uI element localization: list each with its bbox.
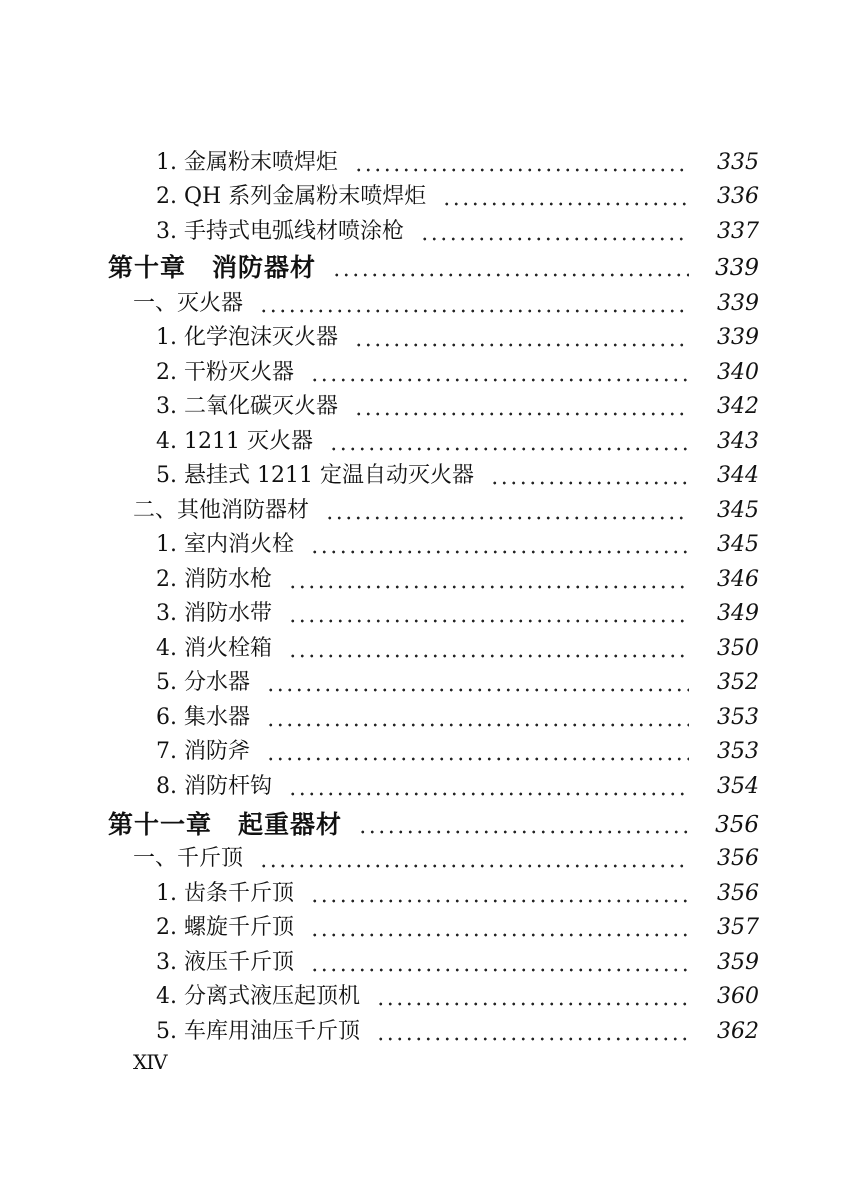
toc-entry-title: 5. 悬挂式 1211 定温自动灭火器 — [156, 463, 474, 488]
toc-entry — [0, 354, 867, 388]
toc-chapter-heading — [0, 249, 867, 283]
toc-entry-title: 一、灭火器 — [133, 291, 244, 316]
toc-entry — [0, 768, 867, 802]
toc-entry-title: 1. 化学泡沫灭火器 — [156, 325, 338, 350]
toc-section-heading — [0, 840, 867, 874]
dot-leader — [354, 392, 689, 422]
toc-entry-title: 3. 消防水带 — [156, 601, 272, 626]
toc-entry-page: 360 — [717, 984, 759, 1009]
toc-entry-page: 346 — [717, 567, 759, 592]
dot-leader — [310, 913, 689, 943]
dot-leader — [288, 565, 689, 595]
dot-leader — [310, 948, 689, 978]
toc-chapter-heading — [0, 806, 867, 840]
toc-entry — [0, 561, 867, 595]
toc-entry-title: 3. 液压千斤顶 — [156, 950, 294, 975]
dot-leader — [490, 461, 689, 491]
dot-leader — [288, 599, 689, 629]
toc-entry-title: 4. 分离式液压起顶机 — [156, 984, 360, 1009]
toc-entry — [0, 1013, 867, 1047]
toc-entry-page: 342 — [717, 394, 759, 419]
toc-entry — [0, 944, 867, 978]
toc-entry-page: 354 — [717, 774, 759, 799]
toc-entry-page: 353 — [717, 705, 759, 730]
toc-entry — [0, 388, 867, 422]
dot-leader — [266, 737, 689, 767]
toc-entry-page: 353 — [717, 739, 759, 764]
toc-entry-title: 3. 手持式电弧线材喷涂枪 — [156, 219, 404, 244]
toc-entry-title: 3. 二氧化碳灭火器 — [156, 394, 338, 419]
toc-entry-title: 2. QH 系列金属粉末喷焊炬 — [156, 184, 427, 209]
toc-entry-page: 362 — [717, 1019, 759, 1044]
dot-leader — [442, 182, 689, 212]
toc-entry-title: 1. 金属粉末喷焊炬 — [156, 150, 338, 175]
dot-leader — [259, 844, 689, 874]
toc-entry-page: 350 — [717, 636, 759, 661]
dot-leader — [310, 879, 689, 909]
dot-leader — [329, 427, 689, 457]
toc-entry-title: 1. 室内消火栓 — [156, 532, 294, 557]
toc-entry — [0, 909, 867, 943]
page-number: XIV — [133, 1050, 167, 1074]
toc-entry — [0, 423, 867, 457]
dot-leader — [358, 810, 689, 840]
toc-entry-title: 1. 齿条千斤顶 — [156, 881, 294, 906]
toc-section-heading — [0, 492, 867, 526]
toc-entry-title: 第十一章 起重器材 — [108, 810, 343, 839]
toc-entry-page: 359 — [717, 950, 759, 975]
toc-entry — [0, 319, 867, 353]
toc-entry — [0, 699, 867, 733]
dot-leader — [354, 148, 689, 178]
toc-entry-page: 337 — [717, 219, 759, 244]
toc-entry-title: 2. 干粉灭火器 — [156, 360, 294, 385]
dot-leader — [376, 982, 689, 1012]
toc-entry-page: 339 — [717, 325, 759, 350]
toc-entry-title: 4. 1211 灭火器 — [156, 429, 313, 454]
dot-leader — [310, 358, 689, 388]
toc-entry-page: 356 — [717, 846, 759, 871]
toc-entry-page: 356 — [717, 881, 759, 906]
dot-leader — [332, 253, 689, 283]
toc-entry-title: 2. 螺旋千斤顶 — [156, 915, 294, 940]
toc-entry-title: 6. 集水器 — [156, 705, 250, 730]
toc-entry-title: 二、其他消防器材 — [133, 498, 310, 523]
dot-leader — [376, 1017, 689, 1047]
toc-entry — [0, 457, 867, 491]
dot-leader — [288, 772, 689, 802]
toc-entry-title: 4. 消火栓箱 — [156, 636, 272, 661]
dot-leader — [325, 496, 689, 526]
toc-entry — [0, 875, 867, 909]
toc-entry-title: 5. 车库用油压千斤顶 — [156, 1019, 360, 1044]
dot-leader — [420, 217, 689, 247]
dot-leader — [266, 703, 689, 733]
toc-entry-page: 335 — [717, 150, 759, 175]
toc-entry-page: 349 — [717, 601, 759, 626]
toc-entry — [0, 526, 867, 560]
toc-entry — [0, 630, 867, 664]
toc-entry-page: 340 — [717, 360, 759, 385]
toc-entry — [0, 178, 867, 212]
toc-entry — [0, 213, 867, 247]
toc-entry — [0, 144, 867, 178]
toc-entry-page: 339 — [715, 255, 759, 281]
toc-entry-page: 352 — [717, 670, 759, 695]
dot-leader — [259, 289, 689, 319]
dot-leader — [266, 668, 689, 698]
toc-entry-title: 2. 消防水枪 — [156, 567, 272, 592]
toc-entry-title: 一、千斤顶 — [133, 846, 244, 871]
toc-entry-page: 345 — [717, 498, 759, 523]
toc-entry — [0, 733, 867, 767]
dot-leader — [288, 634, 689, 664]
toc-entry-page: 343 — [717, 429, 759, 454]
toc-entry-page: 339 — [717, 291, 759, 316]
toc-entry-title: 第十章 消防器材 — [108, 253, 317, 282]
toc-entry-title: 8. 消防杆钩 — [156, 774, 272, 799]
toc-entry-title: 7. 消防斧 — [156, 739, 250, 764]
toc-entry — [0, 664, 867, 698]
toc-entry-page: 336 — [717, 184, 759, 209]
toc-section-heading — [0, 285, 867, 319]
toc-entry — [0, 595, 867, 629]
dot-leader — [310, 530, 689, 560]
toc-entry-page: 356 — [715, 812, 759, 838]
toc-entry-page: 357 — [717, 915, 759, 940]
toc-entry-page: 344 — [717, 463, 759, 488]
toc-entry — [0, 978, 867, 1012]
dot-leader — [354, 323, 689, 353]
toc-entry-page: 345 — [717, 532, 759, 557]
toc-entry-title: 5. 分水器 — [156, 670, 250, 695]
